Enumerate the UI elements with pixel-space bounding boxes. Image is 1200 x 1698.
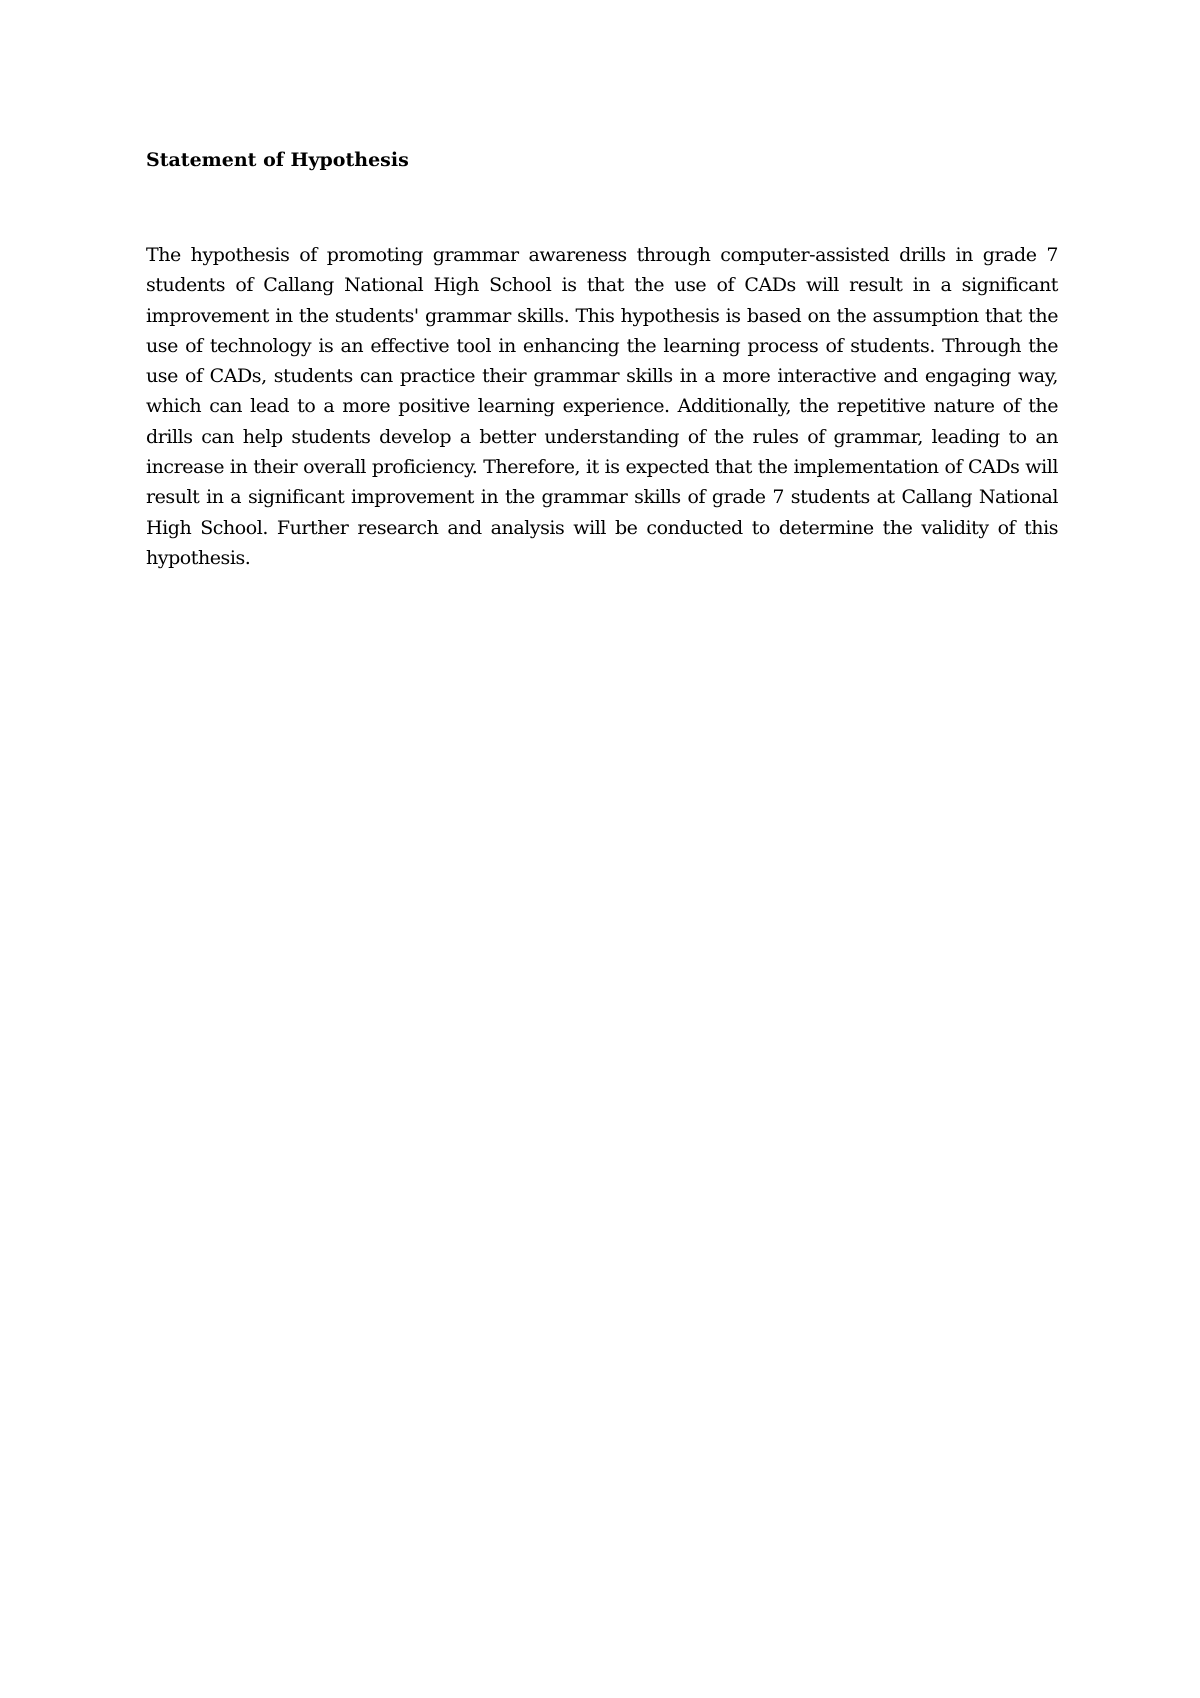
document-content (146, 146, 1058, 573)
hypothesis-paragraph: The hypothesis of promoting grammar awareness through computer-assisted drills in grade 7 students of Callang National High School is that the use of CADs will result in a significant improvement in the students' grammar skills. This hypothesis is based on the assumption that the use of technology is an effective tool in enhancing the learning process of students. Through the use of CADs, students can practice their grammar skills in a more interactive and engaging way, which can lead to a more positive learning experience. Additionally, the repetitive nature of the drills can help students develop a better understanding of the rules of grammar, leading to an increase in their overall proficiency. Therefore, it is expected that the implementation of CADs will result in a significant improvement in the grammar skills of grade 7 students at Callang National High School. Further research and analysis will be conducted to determine the validity of this hypothesis. (146, 244, 1058, 569)
section-heading: Statement of Hypothesis (146, 149, 409, 171)
